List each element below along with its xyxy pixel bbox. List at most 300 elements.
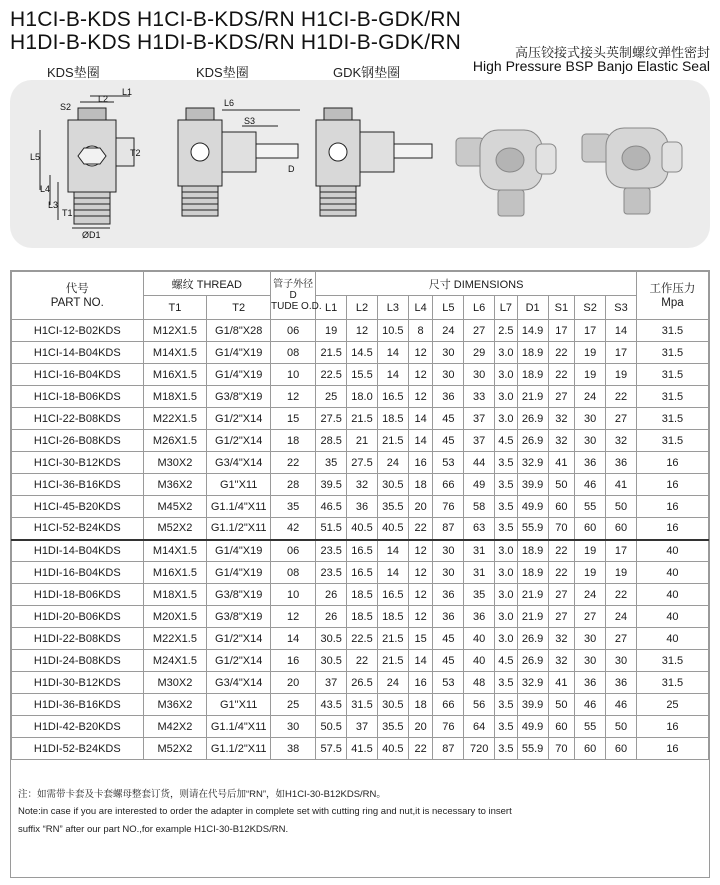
table-cell: 45 [433, 408, 464, 430]
table-row [12, 408, 709, 430]
header-tube-d: D [289, 290, 297, 301]
table-cell: 3.0 [495, 584, 518, 606]
table-cell: 60 [548, 496, 575, 518]
table-cell: 22 [548, 342, 575, 364]
subheader-l6: L6 [464, 296, 495, 320]
table-cell: 27 [575, 606, 606, 628]
table-cell: 22 [606, 584, 637, 606]
table-cell: 30 [433, 342, 464, 364]
part-number-cell: H1CI-14-B04KDS [12, 342, 144, 364]
table-cell: 66 [433, 694, 464, 716]
table-cell: 51.5 [316, 518, 347, 540]
table-cell: 26.5 [347, 672, 378, 694]
table-cell: 31.5 [636, 386, 708, 408]
table-cell: 18.5 [347, 584, 378, 606]
table-cell: 22 [271, 452, 316, 474]
table-cell: 15.5 [347, 364, 378, 386]
table-cell: 31.5 [636, 408, 708, 430]
table-cell: 17 [606, 342, 637, 364]
technical-drawings [10, 80, 710, 248]
table-cell: 30 [271, 716, 316, 738]
table-cell: 12 [408, 386, 433, 408]
table-cell: M42X2 [143, 716, 207, 738]
label-s3: S3 [244, 116, 256, 126]
note-en-line-2: suffix “RN” after our part NO.,for example H1CI-30-B12KDS/RN. [18, 824, 289, 835]
table-cell: 3.0 [495, 364, 518, 386]
table-cell: 12 [408, 562, 433, 584]
table-cell: 25 [316, 386, 347, 408]
table-cell: G1/4"X19 [207, 342, 271, 364]
part-number-cell: H1CI-16-B04KDS [12, 364, 144, 386]
table-cell: 3.0 [495, 562, 518, 584]
table-cell: 30 [575, 628, 606, 650]
table-cell: 41.5 [347, 738, 378, 760]
table-cell: M36X2 [143, 694, 207, 716]
table-cell: 50 [548, 694, 575, 716]
label-l2: L2 [98, 94, 109, 104]
table-cell: 35 [271, 496, 316, 518]
table-cell: 46.5 [316, 496, 347, 518]
title-line-1: H1CI-B-KDS H1CI-B-KDS/RN H1CI-B-GDK/RN [10, 8, 461, 31]
table-row [12, 584, 709, 606]
table-cell: 39.9 [517, 694, 548, 716]
table-cell: 32.9 [517, 672, 548, 694]
table-cell: 31 [464, 562, 495, 584]
subheader-l3: L3 [377, 296, 408, 320]
table-cell: 3.0 [495, 628, 518, 650]
table-cell: G3/4"X14 [207, 452, 271, 474]
table-cell: M24X1.5 [143, 650, 207, 672]
table-cell: 45 [433, 430, 464, 452]
table-cell: 58 [464, 496, 495, 518]
table-cell: 26.9 [517, 408, 548, 430]
table-row [12, 540, 709, 562]
table-cell: 22 [548, 364, 575, 386]
table-row [12, 694, 709, 716]
table-cell: 18.5 [347, 606, 378, 628]
table-cell: 32 [548, 408, 575, 430]
table-cell: 3.5 [495, 496, 518, 518]
subtitle-en: High Pressure BSP Banjo Elastic Seal [472, 58, 710, 74]
header-pressure-cn: 工作压力 [649, 282, 696, 295]
table-cell: 41 [548, 672, 575, 694]
table-cell: 26 [316, 606, 347, 628]
table-cell: 27.5 [347, 452, 378, 474]
label-d: D [288, 164, 295, 174]
table-cell: 3.0 [495, 540, 518, 562]
title-line-2: H1DI-B-KDS H1DI-B-KDS/RN H1DI-B-GDK/RN [10, 31, 461, 54]
label-kds-washer-1: KDS垫圈 [47, 65, 100, 80]
table-cell: 36 [433, 584, 464, 606]
part-number-cell: H1CI-18-B06KDS [12, 386, 144, 408]
table-cell: G1.1/2"X11 [207, 518, 271, 540]
table-cell: 40 [636, 584, 708, 606]
subheader-t1: T1 [143, 296, 207, 320]
table-cell: 18.5 [377, 606, 408, 628]
table-cell: 28.5 [316, 430, 347, 452]
table-cell: G1/2"X14 [207, 430, 271, 452]
table-cell: 30 [464, 364, 495, 386]
table-cell: 36 [575, 452, 606, 474]
table-cell: M18X1.5 [143, 386, 207, 408]
part-number-cell: H1DI-14-B04KDS [12, 540, 144, 562]
subheader-s3: S3 [606, 296, 637, 320]
table-cell: 24 [377, 452, 408, 474]
table-cell: 49 [464, 474, 495, 496]
table-cell: 22.5 [316, 364, 347, 386]
table-cell: 64 [464, 716, 495, 738]
table-cell: 36 [433, 606, 464, 628]
table-cell: G1/4"X19 [207, 540, 271, 562]
table-cell: 31.5 [636, 430, 708, 452]
table-cell: 35 [316, 452, 347, 474]
table-cell: G1"X11 [207, 694, 271, 716]
table-cell: 22.5 [347, 628, 378, 650]
table-cell: 40 [636, 562, 708, 584]
table-cell: 3.0 [495, 606, 518, 628]
table-row [12, 474, 709, 496]
table-cell: 40.5 [377, 518, 408, 540]
table-cell: 21.5 [316, 342, 347, 364]
table-cell: 2.5 [495, 320, 518, 342]
subheader-d1: D1 [517, 296, 548, 320]
table-cell: 31.5 [636, 364, 708, 386]
table-cell: 19 [575, 364, 606, 386]
table-cell: M52X2 [143, 738, 207, 760]
table-cell: 60 [606, 738, 637, 760]
table-cell: 30 [575, 650, 606, 672]
table-cell: 21.5 [377, 628, 408, 650]
table-cell: 57.5 [316, 738, 347, 760]
table-cell: 19 [316, 320, 347, 342]
table-cell: 30 [433, 540, 464, 562]
table-cell: 49.9 [517, 496, 548, 518]
table-cell: 12 [408, 606, 433, 628]
header-dimensions: 尺寸 DIMENSIONS [316, 272, 637, 296]
table-cell: M30X2 [143, 672, 207, 694]
subheader-l2: L2 [347, 296, 378, 320]
part-number-cell: H1DI-16-B04KDS [12, 562, 144, 584]
table-cell: 20 [408, 496, 433, 518]
table-cell: G1/4"X19 [207, 364, 271, 386]
table-cell: 3.5 [495, 452, 518, 474]
table-cell: 31.5 [636, 650, 708, 672]
table-cell: 16 [636, 474, 708, 496]
table-cell: 06 [271, 320, 316, 342]
header-thread: 螺纹 THREAD [143, 272, 270, 296]
table-cell: 40 [464, 628, 495, 650]
table-cell: 30 [575, 408, 606, 430]
table-cell: 25 [636, 694, 708, 716]
table-cell: 63 [464, 518, 495, 540]
table-cell: 12 [408, 584, 433, 606]
table-cell: 16 [408, 672, 433, 694]
table-cell: 21.5 [377, 430, 408, 452]
table-cell: 12 [347, 320, 378, 342]
table-cell: G3/8"X19 [207, 584, 271, 606]
table-cell: 20 [408, 716, 433, 738]
table-cell: 76 [433, 496, 464, 518]
table-cell: 14 [377, 540, 408, 562]
table-cell: 16.5 [347, 562, 378, 584]
table-cell: 40.5 [377, 738, 408, 760]
table-cell: 3.5 [495, 738, 518, 760]
header-tube-od [271, 272, 322, 320]
table-cell: 15 [408, 628, 433, 650]
table-cell: 26.9 [517, 430, 548, 452]
table-cell: 56 [464, 694, 495, 716]
header-part-no-en: PART NO. [50, 296, 104, 309]
table-cell: 17 [606, 540, 637, 562]
table-row [12, 738, 709, 760]
table-row [12, 628, 709, 650]
table-cell: 16 [636, 738, 708, 760]
table-cell: G1.1/2"X11 [207, 738, 271, 760]
table-row [12, 606, 709, 628]
table-cell: 36 [464, 606, 495, 628]
table-cell: 14 [408, 430, 433, 452]
table-cell: 24 [575, 584, 606, 606]
table-cell: 30.5 [316, 628, 347, 650]
table-cell: G1/2"X14 [207, 628, 271, 650]
table-cell: 60 [606, 518, 637, 540]
table-cell: 40 [464, 650, 495, 672]
table-cell: 22 [347, 650, 378, 672]
table-cell: 14 [377, 364, 408, 386]
table-cell: 31.5 [347, 694, 378, 716]
table-cell: 37 [464, 408, 495, 430]
table-cell: 29 [464, 342, 495, 364]
drawing-gdk-tube [316, 108, 432, 216]
table-cell: 24 [433, 320, 464, 342]
table-cell: 32 [606, 430, 637, 452]
table-cell: 720 [464, 738, 495, 760]
table-cell: G1.1/4"X11 [207, 496, 271, 518]
table-cell: 18 [271, 430, 316, 452]
table-row [12, 716, 709, 738]
table-row [12, 562, 709, 584]
table-cell: 27 [548, 386, 575, 408]
table-cell: 4.5 [495, 650, 518, 672]
table-cell: 14.9 [517, 320, 548, 342]
table-cell: 22 [548, 540, 575, 562]
label-gdk-washer: GDK钢垫圈 [333, 65, 401, 80]
table-cell: 18.9 [517, 540, 548, 562]
table-cell: 50 [606, 716, 637, 738]
table-cell: 19 [575, 540, 606, 562]
table-cell: 50 [548, 474, 575, 496]
part-number-cell: H1CI-30-B12KDS [12, 452, 144, 474]
table-cell: 40.5 [347, 518, 378, 540]
part-number-cell: H1DI-24-B08KDS [12, 650, 144, 672]
table-cell: 3.5 [495, 672, 518, 694]
table-cell: 39.9 [517, 474, 548, 496]
table-cell: 14 [377, 342, 408, 364]
table-cell: 48 [464, 672, 495, 694]
table-cell: 33 [464, 386, 495, 408]
table-cell: 53 [433, 672, 464, 694]
table-cell: M12X1.5 [143, 320, 207, 342]
part-number-cell: H1DI-30-B12KDS [12, 672, 144, 694]
table-row [12, 386, 709, 408]
table-cell: M20X1.5 [143, 606, 207, 628]
table-row [12, 650, 709, 672]
table-cell: 14.5 [347, 342, 378, 364]
table-cell: 87 [433, 738, 464, 760]
table-cell: 3.5 [495, 716, 518, 738]
table-cell: 22 [548, 562, 575, 584]
table-cell: 24 [377, 672, 408, 694]
table-cell: 70 [548, 738, 575, 760]
table-cell: 16.5 [377, 584, 408, 606]
table-row [12, 342, 709, 364]
table-cell: 49.9 [517, 716, 548, 738]
table-cell: 27 [606, 628, 637, 650]
table-cell: 14 [377, 562, 408, 584]
table-cell: 06 [271, 540, 316, 562]
subheader-s1: S1 [548, 296, 575, 320]
subheader-s2: S2 [575, 296, 606, 320]
header-pressure-unit: Mpa [661, 296, 684, 309]
table-cell: 31.5 [636, 672, 708, 694]
table-cell: 10 [271, 364, 316, 386]
table-cell: 19 [606, 364, 637, 386]
table-cell: 32.9 [517, 452, 548, 474]
table-cell: 18.9 [517, 364, 548, 386]
part-number-cell: H1DI-20-B06KDS [12, 606, 144, 628]
table-cell: 36 [347, 496, 378, 518]
product-photo-1 [456, 130, 556, 216]
table-cell: 16.5 [347, 540, 378, 562]
part-number-cell: H1CI-36-B16KDS [12, 474, 144, 496]
table-cell: 3.0 [495, 408, 518, 430]
table-cell: 31 [464, 540, 495, 562]
label-kds-washer-2: KDS垫圈 [196, 65, 249, 80]
table-cell: 42 [271, 518, 316, 540]
table-cell: 32 [548, 628, 575, 650]
table-cell: 46 [606, 694, 637, 716]
table-cell: 14 [606, 320, 637, 342]
label-l5: L5 [30, 152, 41, 162]
table-cell: 25 [271, 694, 316, 716]
table-cell: M18X1.5 [143, 584, 207, 606]
table-cell: 35.5 [377, 716, 408, 738]
table-cell: 24 [575, 386, 606, 408]
header-part-no-cn: 代号 [65, 282, 89, 295]
table-cell: 10.5 [377, 320, 408, 342]
table-cell: 28 [271, 474, 316, 496]
table-cell: 43.5 [316, 694, 347, 716]
table-cell: 16 [636, 518, 708, 540]
label-t2: T2 [130, 148, 141, 158]
part-number-cell: H1DI-36-B16KDS [12, 694, 144, 716]
label-l6: L6 [224, 98, 235, 108]
table-cell: 19 [606, 562, 637, 584]
table-cell: 32 [548, 650, 575, 672]
table-cell: 17 [575, 320, 606, 342]
table-cell: 50 [606, 496, 637, 518]
product-photo-2 [582, 128, 682, 214]
table-cell: 3.0 [495, 342, 518, 364]
table-row [12, 430, 709, 452]
table-cell: 27 [464, 320, 495, 342]
table-row [12, 496, 709, 518]
part-number-cell: H1DI-18-B06KDS [12, 584, 144, 606]
table-cell: 35 [464, 584, 495, 606]
table-cell: 3.5 [495, 518, 518, 540]
part-number-cell: H1CI-12-B02KDS [12, 320, 144, 342]
table-cell: 27 [548, 584, 575, 606]
table-cell: M14X1.5 [143, 342, 207, 364]
table-cell: 21 [347, 430, 378, 452]
table-cell: 55 [575, 496, 606, 518]
table-cell: 40 [636, 540, 708, 562]
header-part-no [12, 272, 144, 320]
table-cell: 46 [575, 474, 606, 496]
table-row [12, 364, 709, 386]
table-cell: G1.1/4"X11 [207, 716, 271, 738]
table-cell: 30.5 [377, 694, 408, 716]
table-cell: 30.5 [316, 650, 347, 672]
label-d1: ØD1 [82, 230, 101, 240]
part-number-cell: H1DI-42-B20KDS [12, 716, 144, 738]
table-row [12, 320, 709, 342]
table-cell: 37 [316, 672, 347, 694]
table-cell: 36 [575, 672, 606, 694]
label-t1: T1 [62, 208, 73, 218]
note-cn: 注：如需带卡套及卡套螺母整套订货，则请在代号后加“RN”，如H1CI-30-B12KDS/RN。 [18, 789, 386, 800]
table-cell: 21.9 [517, 584, 548, 606]
subtitle-cn: 高压铰接式接头英制螺纹弹性密封 [514, 45, 710, 60]
table-cell: 53 [433, 452, 464, 474]
table-cell: 19 [575, 562, 606, 584]
label-l1: L1 [122, 87, 133, 97]
table-cell: M14X1.5 [143, 540, 207, 562]
table-row [12, 672, 709, 694]
table-cell: 30 [575, 430, 606, 452]
table-cell: 30.5 [377, 474, 408, 496]
table-cell: M52X2 [143, 518, 207, 540]
table-cell: 21.9 [517, 386, 548, 408]
table-cell: M26X1.5 [143, 430, 207, 452]
table-cell: 40 [636, 628, 708, 650]
table-cell: 23.5 [316, 540, 347, 562]
table-cell: 55 [575, 716, 606, 738]
table-cell: 18.9 [517, 562, 548, 584]
table-cell: 16 [408, 452, 433, 474]
table-cell: 26.9 [517, 650, 548, 672]
table-cell: M36X2 [143, 474, 207, 496]
subheader-l7: L7 [495, 296, 518, 320]
table-cell: M22X1.5 [143, 408, 207, 430]
table-cell: G1/2"X14 [207, 408, 271, 430]
table-cell: M22X1.5 [143, 628, 207, 650]
table-cell: 15 [271, 408, 316, 430]
table-cell: 18.5 [377, 408, 408, 430]
table-cell: M16X1.5 [143, 364, 207, 386]
table-cell: 12 [408, 364, 433, 386]
table-cell: G1/8"X28 [207, 320, 271, 342]
header-tube-cn: 管子外径 [273, 279, 314, 290]
table-cell: 31.5 [636, 342, 708, 364]
table-cell: 32 [548, 430, 575, 452]
table-cell: 38 [271, 738, 316, 760]
table-cell: 21.5 [377, 650, 408, 672]
table-cell: 12 [271, 606, 316, 628]
table-cell: 27.5 [316, 408, 347, 430]
table-cell: 39.5 [316, 474, 347, 496]
table-cell: 55.9 [517, 518, 548, 540]
